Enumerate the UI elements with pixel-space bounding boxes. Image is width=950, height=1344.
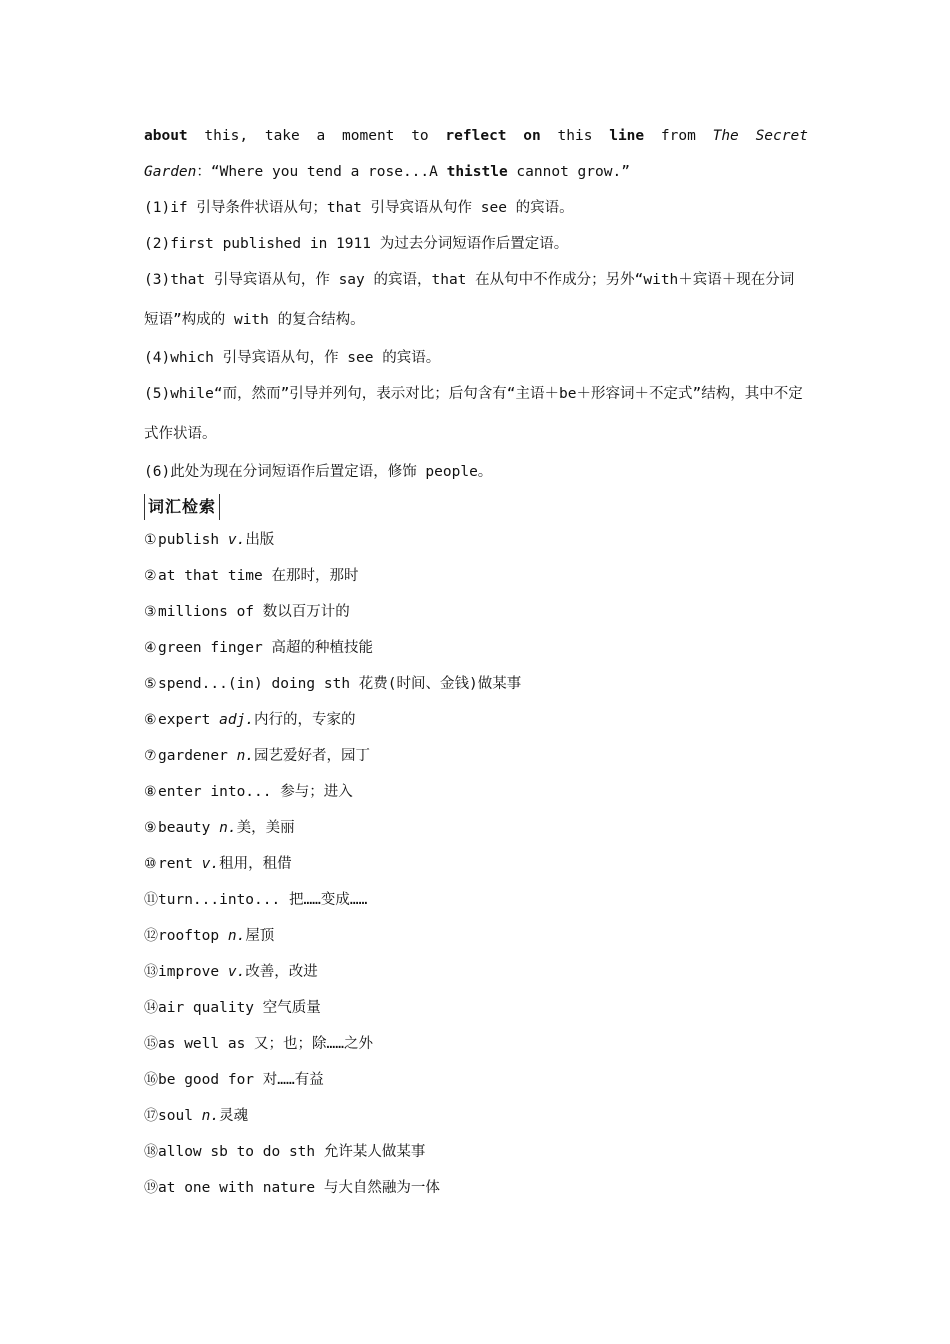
passage-word: to xyxy=(411,128,429,144)
note-5: (5)while“而，然而”引导并列句，表示对比；后句含有“主语＋be＋形容词＋不定式”结构，其中不定式作状语。 xyxy=(144,386,803,442)
vocab-english: green finger xyxy=(158,640,272,656)
vocab-chinese: 园艺爱好者，园丁 xyxy=(254,748,371,764)
vocab-part-of-speech: adj. xyxy=(219,712,255,728)
note-1: (1)if 引导条件状语从句；that 引导宾语从句作 see 的宾语。 xyxy=(144,200,574,216)
vocab-item xyxy=(144,954,808,990)
vocab-english: as well as xyxy=(158,1036,255,1052)
vocab-chinese: 高超的种植技能 xyxy=(271,640,373,656)
vocab-english: at that time xyxy=(158,568,272,584)
vocab-chinese: 内行的，专家的 xyxy=(254,712,356,728)
vocab-item xyxy=(144,1062,808,1098)
vocab-number: ③ xyxy=(144,604,157,620)
vocab-english: be good for xyxy=(158,1072,263,1088)
vocab-chinese: 改善，改进 xyxy=(245,964,318,980)
vocab-item xyxy=(144,702,808,738)
vocab-chinese: 灵魂 xyxy=(219,1108,249,1124)
vocab-item xyxy=(144,522,808,558)
vocab-chinese: 空气质量 xyxy=(262,1000,321,1016)
vocab-english: spend...(in) doing sth xyxy=(158,676,359,692)
vocab-item xyxy=(144,774,808,810)
note-2: (2)first published in 1911 为过去分词短语作后置定语。 xyxy=(144,236,569,252)
vocab-chinese: 又；也；除……之外 xyxy=(254,1036,373,1052)
vocab-chinese: 允许某人做某事 xyxy=(323,1144,426,1160)
note-3: (3)that 引导宾语从句，作 say 的宾语，that 在从句中不作成分；另外“with＋宾语＋现在分词短语”构成的 with 的复合结构。 xyxy=(144,272,795,328)
vocab-number: ⑧ xyxy=(144,784,157,800)
vocab-english: enter into... xyxy=(158,784,281,800)
vocab-number: ⑤ xyxy=(144,676,157,692)
section-title-vocabulary: 词汇检索 xyxy=(144,494,220,520)
quote-bold-word: thistle xyxy=(446,164,508,180)
vocab-item xyxy=(144,558,808,594)
vocab-chinese: 美，美丽 xyxy=(236,820,295,836)
vocab-chinese: 对……有益 xyxy=(262,1072,324,1088)
passage-word: The xyxy=(712,128,739,144)
vocab-chinese: 数以百万计的 xyxy=(262,604,350,620)
vocab-english: rooftop xyxy=(158,928,228,944)
vocab-item xyxy=(144,846,808,882)
vocab-item xyxy=(144,1170,808,1206)
passage-word: from xyxy=(660,128,696,144)
vocab-english: improve xyxy=(158,964,228,980)
vocab-english: at one with nature xyxy=(158,1180,324,1196)
passage-line-1 xyxy=(144,118,808,154)
vocab-number: ⑯ xyxy=(144,1072,158,1088)
vocab-item xyxy=(144,1134,808,1170)
vocab-number: ⑦ xyxy=(144,748,157,764)
vocab-english: gardener xyxy=(158,748,237,764)
vocab-english: air quality xyxy=(158,1000,263,1016)
vocab-part-of-speech: v. xyxy=(227,964,246,980)
vocab-number: ⑬ xyxy=(144,964,158,980)
vocab-number: ⑩ xyxy=(144,856,157,872)
vocab-english: millions of xyxy=(158,604,263,620)
vocab-number: ⑪ xyxy=(144,892,158,908)
vocab-english: publish xyxy=(158,532,228,548)
vocab-english: turn...into... xyxy=(158,892,289,908)
passage-word: this xyxy=(557,128,593,144)
vocab-english: soul xyxy=(158,1108,202,1124)
vocab-number: ⑭ xyxy=(144,1000,158,1016)
vocab-number: ① xyxy=(144,532,157,548)
vocab-chinese: 屋顶 xyxy=(245,928,275,944)
vocab-item xyxy=(144,666,808,702)
vocab-english: beauty xyxy=(158,820,220,836)
vocab-english: rent xyxy=(158,856,202,872)
vocab-item xyxy=(144,1098,808,1134)
passage-word: moment xyxy=(342,128,395,144)
vocab-number: ⑥ xyxy=(144,712,157,728)
passage-word: this, xyxy=(204,128,249,144)
quote-text-b: cannot grow.” xyxy=(507,164,630,180)
vocab-number: ⑨ xyxy=(144,820,157,836)
vocab-english: expert xyxy=(158,712,220,728)
vocab-english: allow sb to do sth xyxy=(158,1144,324,1160)
vocab-number: ② xyxy=(144,568,157,584)
vocab-item xyxy=(144,594,808,630)
vocab-part-of-speech: n. xyxy=(227,928,246,944)
vocab-chinese: 在那时，那时 xyxy=(271,568,359,584)
vocab-part-of-speech: n. xyxy=(201,1108,220,1124)
passage-word: line xyxy=(609,128,645,144)
quote-text-a: ：“Where you tend a rose...A xyxy=(196,164,447,180)
vocab-number: ⑫ xyxy=(144,928,158,944)
note-6: (6)此处为现在分词短语作后置定语，修饰 people。 xyxy=(144,464,493,480)
vocab-item xyxy=(144,882,808,918)
vocab-number: ④ xyxy=(144,640,157,656)
vocab-part-of-speech: v. xyxy=(227,532,246,548)
vocab-chinese: 出版 xyxy=(245,532,275,548)
vocab-item xyxy=(144,1026,808,1062)
vocab-number: ⑱ xyxy=(144,1144,158,1160)
vocab-item xyxy=(144,810,808,846)
vocab-item xyxy=(144,990,808,1026)
passage-word: a xyxy=(316,128,326,144)
note-4: (4)which 引导宾语从句，作 see 的宾语。 xyxy=(144,350,441,366)
vocab-chinese: 参与；进入 xyxy=(280,784,353,800)
vocabulary-list xyxy=(144,522,808,1206)
book-title-garden: Garden xyxy=(144,164,197,180)
vocab-number: ⑲ xyxy=(144,1180,158,1196)
vocab-chinese: 与大自然融为一体 xyxy=(323,1180,440,1196)
vocab-chinese: 把……变成…… xyxy=(288,892,368,908)
passage-word: take xyxy=(264,128,300,144)
vocab-part-of-speech: v. xyxy=(201,856,220,872)
vocab-chinese: 租用，租借 xyxy=(219,856,292,872)
passage-word: reflect xyxy=(445,128,507,144)
vocab-item xyxy=(144,918,808,954)
vocab-chinese: 花费(时间、金钱)做某事 xyxy=(358,676,522,692)
passage-word: Secret xyxy=(755,128,808,144)
vocab-item xyxy=(144,630,808,666)
vocab-part-of-speech: n. xyxy=(236,748,255,764)
passage-line-2 xyxy=(144,154,808,190)
vocab-item xyxy=(144,738,808,774)
vocab-number: ⑮ xyxy=(144,1036,158,1052)
vocab-part-of-speech: n. xyxy=(219,820,237,836)
vocab-number: ⑰ xyxy=(144,1108,158,1124)
passage-word: on xyxy=(523,128,541,144)
document-page xyxy=(144,118,808,1206)
passage-word: about xyxy=(144,128,188,144)
